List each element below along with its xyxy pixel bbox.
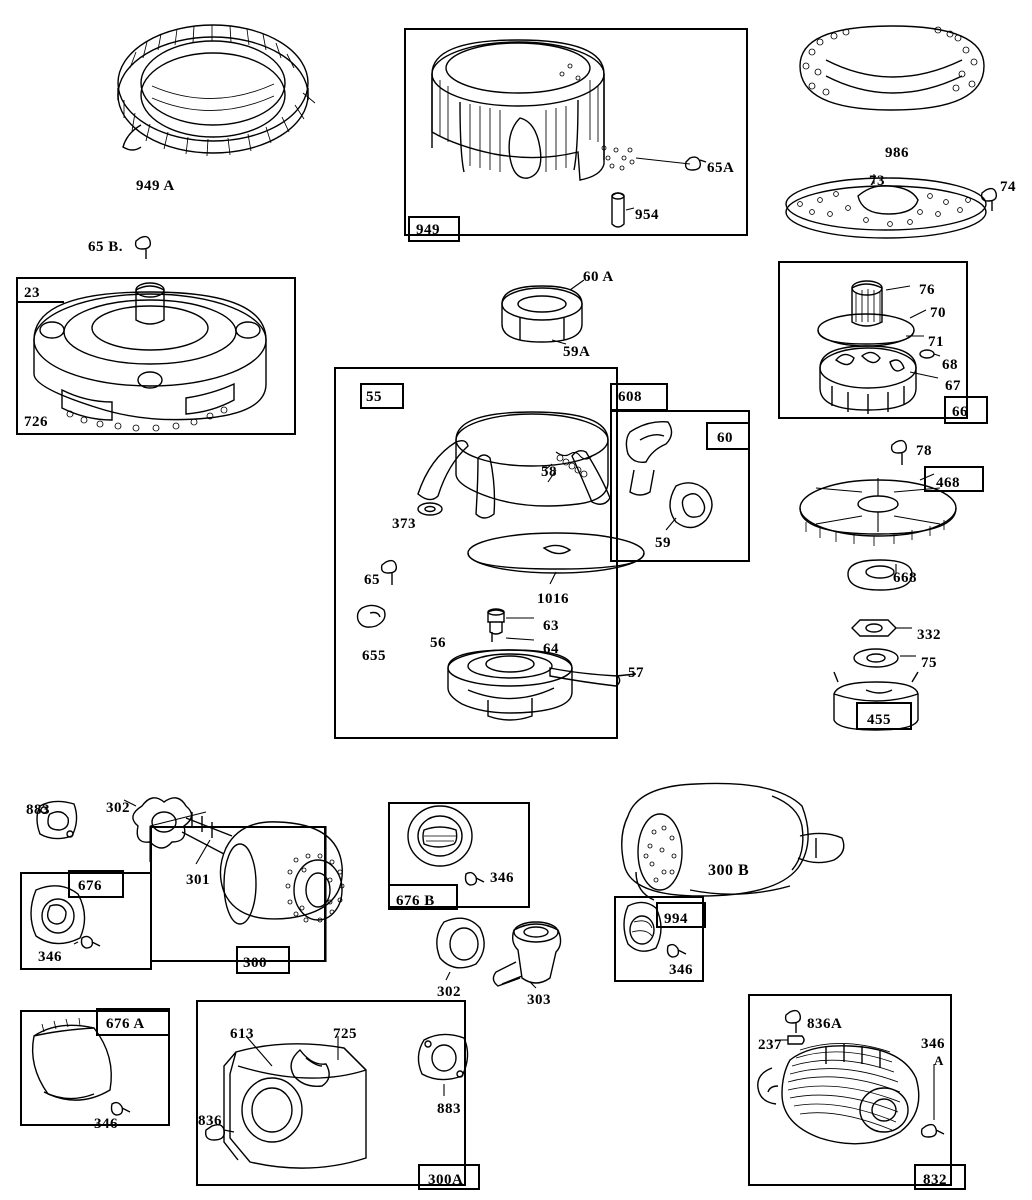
part-label-59: 59 — [655, 535, 671, 551]
part-label-64: 64 — [543, 641, 559, 657]
part-label-65A: 65A — [707, 160, 735, 176]
part-label-74: 74 — [1000, 179, 1016, 195]
part-label-346-832: 346 — [921, 1036, 945, 1052]
tag-frame-60 — [706, 422, 750, 450]
part-949A-drawing — [118, 25, 315, 156]
part-label-668: 668 — [893, 570, 917, 586]
part-label-302-top: 302 — [106, 800, 130, 816]
part-label-725: 725 — [333, 1026, 357, 1042]
group-box-832 — [748, 994, 952, 1186]
tag-frame-300A — [418, 1164, 480, 1190]
group-box-55 — [334, 367, 618, 739]
tag-frame-66 — [944, 396, 988, 424]
part-label-332: 332 — [917, 627, 941, 643]
part-label-65: 65 — [364, 572, 380, 588]
part-label-986: 986 — [885, 145, 909, 161]
part-label-56: 56 — [430, 635, 446, 651]
part-label-346-994: 346 — [669, 962, 693, 978]
part-label-346-676A: 346 — [94, 1116, 118, 1132]
part-label-836: 836 — [198, 1113, 222, 1129]
tag-frame-832 — [914, 1164, 966, 1190]
part-label-76: 76 — [919, 282, 935, 298]
part-label-60A: 60 A — [583, 269, 614, 285]
tag-frame-676A — [96, 1008, 170, 1036]
part-label-468: 468 — [936, 475, 960, 491]
group-box-300 — [150, 826, 326, 962]
part-label-608: 608 — [618, 389, 642, 405]
part-label-346-676: 346 — [38, 949, 62, 965]
part-label-300A: 300A — [428, 1172, 464, 1188]
part-label-346A-suffix: A — [934, 1053, 944, 1068]
group-box-949 — [404, 28, 748, 236]
part-label-883-left: 883 — [26, 802, 50, 818]
part-label-78: 78 — [916, 443, 932, 459]
part-label-302-lower: 302 — [437, 984, 461, 1000]
part-label-59A: 59A — [563, 344, 591, 360]
part-label-66: 66 — [952, 404, 968, 420]
part-label-237: 237 — [758, 1037, 782, 1053]
tag-frame-23 — [16, 277, 64, 303]
part-label-73: 73 — [869, 173, 885, 189]
part-label-836A: 836A — [807, 1016, 843, 1032]
part-300B-drawing — [622, 783, 844, 900]
part-73-drawing — [786, 174, 996, 238]
tag-frame-455 — [856, 702, 912, 730]
part-label-70: 70 — [930, 305, 946, 321]
part-label-949: 949 — [416, 222, 440, 238]
part-label-832: 832 — [923, 1172, 947, 1188]
part-label-57: 57 — [628, 665, 644, 681]
tag-frame-994 — [656, 902, 706, 928]
tag-frame-300 — [236, 946, 290, 974]
part-label-67: 67 — [945, 378, 961, 394]
tag-frame-676 — [68, 870, 124, 898]
part-label-301: 301 — [186, 872, 210, 888]
part-label-65B: 65 B. — [88, 239, 124, 255]
part-label-75: 75 — [921, 655, 937, 671]
part-label-303: 303 — [527, 992, 551, 1008]
part-986-drawing — [800, 26, 984, 110]
part-label-726: 726 — [24, 414, 48, 430]
part-label-655: 655 — [362, 648, 386, 664]
part-label-68: 68 — [942, 357, 958, 373]
part-label-676B: 676 B — [396, 893, 435, 909]
tag-frame-949 — [408, 216, 460, 242]
part-label-455: 455 — [867, 712, 891, 728]
part-label-373: 373 — [392, 516, 416, 532]
part-label-346-676B: 346 — [490, 870, 514, 886]
tag-frame-676B — [388, 884, 458, 910]
part-label-676A: 676 A — [106, 1016, 145, 1032]
part-label-883-right: 883 — [437, 1101, 461, 1117]
part-60A-drawing — [502, 280, 584, 344]
tag-frame-608 — [610, 383, 668, 411]
part-label-300B: 300 B — [708, 862, 750, 879]
part-label-63: 63 — [543, 618, 559, 634]
part-label-954: 954 — [635, 207, 659, 223]
part-label-994: 994 — [664, 911, 688, 927]
part-label-23: 23 — [24, 285, 40, 301]
part-label-58: 58 — [541, 464, 557, 480]
part-label-300: 300 — [243, 955, 267, 971]
part-label-71: 71 — [928, 334, 944, 350]
tag-frame-55 — [360, 383, 404, 409]
part-label-613: 613 — [230, 1026, 254, 1042]
part-label-60: 60 — [717, 430, 733, 446]
part-label-55: 55 — [366, 389, 382, 405]
part-label-949A: 949 A — [136, 178, 175, 194]
tag-frame-468 — [924, 466, 984, 492]
part-label-676: 676 — [78, 878, 102, 894]
part-label-1016: 1016 — [537, 591, 569, 607]
